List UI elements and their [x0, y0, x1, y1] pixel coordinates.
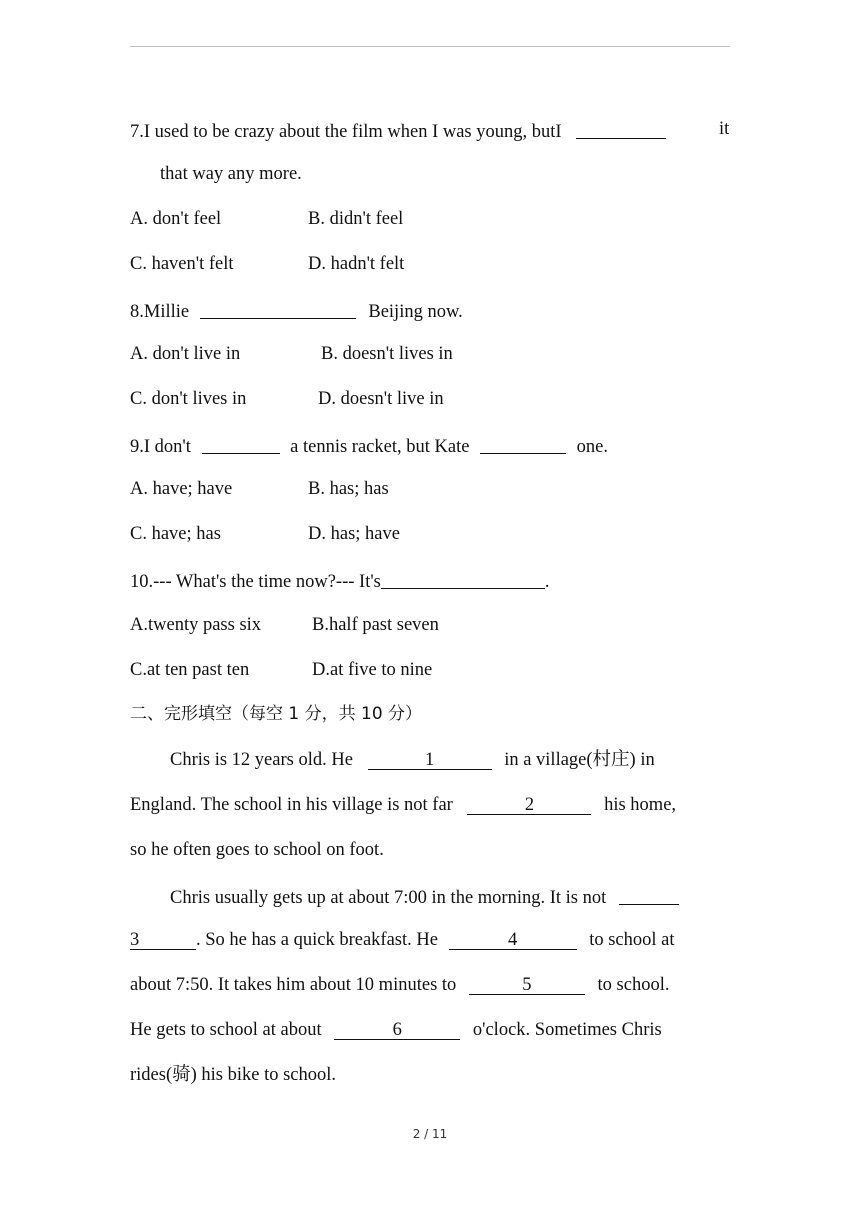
cloze-blank-5[interactable] — [469, 976, 585, 995]
q8-option-a[interactable]: A. don't live in — [130, 344, 241, 364]
passage-p1-line2 — [130, 794, 676, 816]
q9-stem-mid: a tennis racket, but Kate — [290, 437, 470, 457]
question-7-stem — [130, 118, 666, 143]
q7-stem-continuation: that way any more. — [160, 164, 302, 184]
q9-options-ab — [130, 478, 389, 500]
q7-stem-end: it — [719, 119, 730, 139]
q9-option-a[interactable]: A. have; have — [130, 479, 233, 499]
q10-options-ab — [130, 614, 439, 636]
cloze-blank-4[interactable] — [449, 931, 577, 950]
q7-options-ab — [130, 208, 403, 230]
passage-p2-line1 — [170, 884, 679, 909]
passage-text: in a village(村庄) in — [504, 750, 655, 770]
q8-option-d[interactable]: D. doesn't live in — [318, 389, 444, 409]
passage-p2-line3 — [130, 974, 669, 996]
q10-option-a[interactable]: A.twenty pass six — [130, 615, 262, 635]
question-9-stem — [130, 433, 608, 458]
passage-p2-line5: rides(骑) his bike to school. — [130, 1065, 337, 1085]
passage-text: Chris usually gets up at about 7:00 in the morning. It is not — [170, 888, 607, 908]
q10-option-b[interactable]: B.half past seven — [312, 615, 439, 635]
passage-text: He gets to school at about — [130, 1020, 322, 1040]
q10-stem-end: . — [544, 572, 550, 592]
cloze-blank-2[interactable] — [467, 796, 591, 815]
passage-text: about 7:50. It takes him about 10 minutes to — [130, 975, 457, 995]
q8-stem-text: 8.Millie — [130, 302, 190, 322]
header-rule — [130, 46, 730, 47]
q7-options-cd — [130, 253, 404, 275]
cloze-blank-number: 6 — [392, 1020, 402, 1040]
q7-answer-blank[interactable] — [576, 120, 666, 139]
q8-options-cd — [130, 388, 444, 410]
q9-stem-end: one. — [576, 437, 609, 457]
cloze-blank-3-start[interactable] — [619, 886, 679, 905]
page-number: 2 / 11 — [412, 1127, 448, 1141]
cloze-blank-1[interactable] — [368, 751, 492, 770]
q9-option-b[interactable]: B. has; has — [308, 479, 389, 499]
q10-option-d[interactable]: D.at five to nine — [312, 660, 433, 680]
q7-option-a[interactable]: A. don't feel — [130, 209, 222, 229]
q8-option-b[interactable]: B. doesn't lives in — [321, 344, 453, 364]
passage-text: his home, — [604, 795, 677, 815]
cloze-blank-6[interactable] — [334, 1021, 460, 1040]
cloze-blank-number: 5 — [522, 975, 532, 995]
q10-options-cd — [130, 659, 432, 681]
question-10-stem — [130, 568, 550, 593]
q7-option-b[interactable]: B. didn't feel — [308, 209, 404, 229]
q8-option-c[interactable]: C. don't lives in — [130, 389, 247, 409]
q10-stem-text: 10.--- What's the time now?--- It's — [130, 572, 381, 592]
passage-text: . So he has a quick breakfast. He — [196, 930, 438, 950]
q7-stem-text: 7.I used to be crazy about the film when I was young, butI — [130, 122, 562, 142]
passage-text: to school. — [597, 975, 670, 995]
passage-p2-line2 — [130, 929, 675, 951]
cloze-blank-number: 1 — [424, 750, 435, 770]
q9-option-c[interactable]: C. have; has — [130, 524, 221, 544]
q10-answer-blank[interactable] — [381, 570, 545, 589]
q9-option-d[interactable]: D. has; have — [308, 524, 400, 544]
q7-option-d[interactable]: D. hadn't felt — [308, 254, 405, 274]
passage-p1-line3: so he often goes to school on foot. — [130, 840, 384, 860]
passage-text: England. The school in his village is not far — [130, 795, 453, 815]
cloze-blank-number: 3 — [130, 930, 140, 950]
passage-text: to school at — [589, 930, 675, 950]
q9-answer-blank-2[interactable] — [480, 435, 566, 454]
passage-p2-line4 — [130, 1019, 662, 1041]
passage-text: Chris is 12 years old. He — [170, 750, 353, 770]
cloze-blank-number: 4 — [507, 930, 518, 950]
q9-stem-text: 9.I don't — [130, 437, 191, 457]
q8-options-ab — [130, 343, 453, 365]
cloze-blank-number: 2 — [524, 795, 535, 815]
q9-options-cd — [130, 523, 400, 545]
q7-option-c[interactable]: C. haven't felt — [130, 254, 234, 274]
passage-p1-line1 — [170, 749, 655, 771]
q10-option-c[interactable]: C.at ten past ten — [130, 660, 250, 680]
q9-answer-blank-1[interactable] — [202, 435, 280, 454]
q8-answer-blank[interactable] — [200, 300, 356, 319]
passage-text: o'clock. Sometimes Chris — [472, 1020, 662, 1040]
section-2-heading: 二、完形填空（每空 1 分，共 10 分） — [130, 704, 423, 724]
cloze-blank-3[interactable] — [130, 931, 196, 950]
question-8-stem — [130, 298, 463, 323]
q8-stem-end: Beijing now. — [368, 302, 463, 322]
